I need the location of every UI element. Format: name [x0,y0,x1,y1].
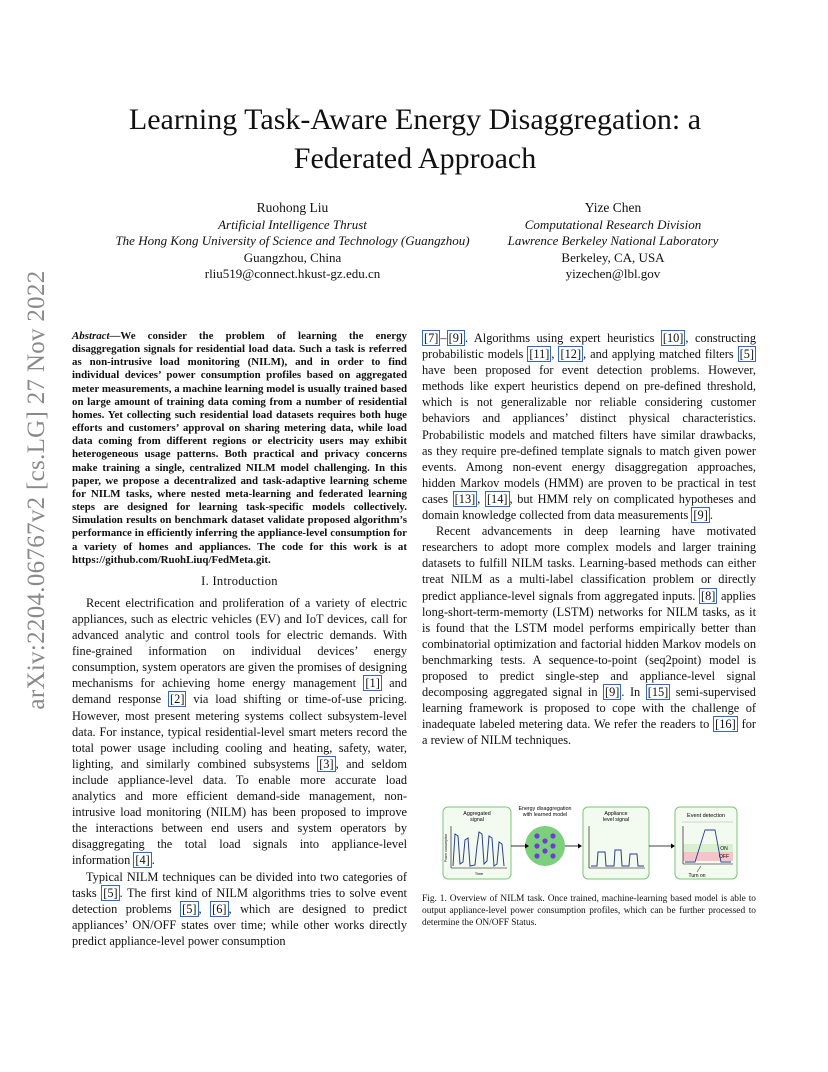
abstract [72,330,407,567]
paragraph-text: , [198,901,211,916]
citation-link[interactable]: [12] [560,347,582,362]
panel-label: Aggregated [463,811,491,817]
arrow-head [671,844,675,849]
panel-label: Energy disaggregation [518,806,572,812]
abstract-text: —We consider the problem of learning the energy disaggregation signals for residential load data. Such a task is referred as non-intrusive load monitoring (NILM), and in order to find individual devices’ power consumption profiles based on aggregated meter measurements, a machine learning model is usually trained based on large amount of training data coming from a number of residential homes. Yet collecting such residential load datasets requires both huge efforts and customers’ approval on sharing metering data, while load data coming from different regions or electricity users may exhibit heterogeneous usage patterns. Both practical and privacy concerns make training a single, centralized NILM model challenging. In this paper, we propose a decentralized and task-adaptive learning scheme for NILM tasks, where nested meta-learning and federated learning steps are designed for learning task-specific models collectively. Simulation results on benchmark dataset validate proposed algorithm’s performance in efficiently inferring the appliance-level consumption for a variety of homes and appliances. The code for this work is at https://github.com/RuohLiuq/FedMeta.git. [72,330,407,566]
author-name: Ruohong Liu [256,200,329,215]
citation-link[interactable]: [14] [486,491,508,506]
panel-label: Event detection [687,813,725,819]
section-heading-introduction: I. Introduction [201,573,278,588]
citation-link[interactable]: [4] [135,853,150,868]
off-label: OFF [719,854,729,860]
left-column [72,330,407,949]
paragraph-text: , but HMM rely on complicated hypotheses and domain knowledge collected from data measurements [422,491,757,523]
citation-link[interactable]: [10] [662,331,684,345]
citation-link[interactable]: [9] [693,508,708,523]
paragraph-text: , which are designed to predict appliances’ ON/OFF states over time; while other works directly predict appliance-level power consumption [72,901,407,948]
author-block-2 [488,200,738,283]
network-node [534,853,539,858]
paragraph [72,595,407,869]
paragraph-text: , [551,347,559,362]
citation-link[interactable]: [11] [529,347,550,362]
citation-link[interactable]: [15] [647,685,669,700]
author-location: Guangzhou, China [243,249,342,265]
paragraph-text: for a review of NILM techniques. [422,717,756,748]
paragraph-text: semi-supervised learning framework is proposed to cope with the challenge of inadequate labeled metering data. We refer the readers to [422,685,756,732]
paragraph-text: . In [621,685,646,700]
model-circle [525,826,565,866]
citation-link[interactable]: [3] [319,756,334,771]
paragraph-text: , [477,491,485,506]
citation-link[interactable]: [8] [701,588,716,603]
abstract-label: Abstract [72,330,110,342]
figure-caption: Fig. 1. Overview of NILM task. Once trained, machine-learning based model is able to output appliance-level power consumption profiles, which can be further processed to determine the ON/OFF Status. [422,894,756,928]
author-institution: Lawrence Berkeley National Laboratory [507,233,719,248]
citation-link[interactable]: [6] [212,901,227,916]
panel-label: level signal [602,817,630,823]
network-node [550,843,555,848]
panel-label: with learned model [522,812,568,818]
network-node [550,833,555,838]
arxiv-identifier: arXiv:2204.06767v2 [cs.LG] 27 Nov 2022 [23,270,50,710]
author-institution: The Hong Kong University of Science and Technology (Guangzhou) [115,233,470,248]
paragraph-text: . Algorithms using expert heuristics [464,331,661,345]
author-affiliation: Artificial Intelligence Thrust [218,216,367,232]
paragraph [422,523,756,748]
citation-link[interactable]: [7] [424,331,439,345]
citation-link[interactable]: [5] [103,885,118,900]
citation-link[interactable]: [1] [365,676,380,691]
network-node [534,833,539,838]
author-affiliation: Computational Research Division [524,216,702,232]
on-label: ON [720,846,728,852]
paragraph-text: Recent electrification and proliferation of a variety of electric appliances, such as electric vehicles (EV) and IoT devices, call for advanced analytic and control tools for electric demands. With fine-grained information on individual devices’ energy consumption, system operators are given the promises of designing mechanisms for achieving home energy management [72,595,407,691]
paragraph-text: via load shifting or time-of-use pricing. However, most present metering systems collect subsystem-level data. For instance, typical residential-level smart meters record the total power usage including cooling and heating, safety, water, lighting, and similarly combined subsystems [72,692,408,771]
citation-link[interactable]: [9] [448,331,463,345]
axis-label: Time [474,872,484,876]
network-node [542,838,547,843]
paragraph [422,330,756,523]
panel-label: Appliance [604,811,628,817]
paragraph-text: – [440,331,447,345]
paper-title: Learning Task-Aware Energy Disaggregation: a Federated Approach [128,103,702,175]
panel-label: signal [470,817,484,823]
paragraph [72,869,407,949]
paragraph-text: , and applying matched filters [583,347,738,362]
author-name: Yize Chen [584,200,642,215]
paragraph-text: Recent advancements in deep learning have motivated researchers to adopt more complex models and larger training datasets to fulfill NILM tasks. Learning-based methods can either treat NILM as a multi-label classification problem or directly predict appliance-level signals from aggregated inputs. [422,524,756,603]
paragraph-text: have been proposed for event detection problems. However, methods like expert heuristics depend on pre-defined threshold, which is not generalizable nor reliable considering customer behaviors and appliances’ distinct physical characteristics. Probabilistic models and matched filters have similar drawbacks, as they require pre-defined template signals to match given power events. Among non-event energy disaggregation approaches, hidden Markov models (HMM) are proven to be practical in test cases [422,363,756,506]
right-column [422,330,756,748]
figure-nilm-overview [439,806,739,881]
axis-label: Power consumption [444,834,448,862]
network-node [542,848,547,853]
author-email: rliu519@connect.hkust-gz.edu.cn [204,266,381,281]
author-email: yizechen@lbl.gov [565,266,661,281]
paragraph-text: , constructing probabilistic models [422,331,756,362]
arrow-head [578,844,582,849]
paragraph-text: . The first kind of NILM algorithms tries to solve event detection problems [72,885,407,916]
citation-link[interactable]: [5] [739,347,755,362]
author-location: Berkeley, CA, USA [561,249,665,265]
citation-link[interactable]: [2] [170,692,185,707]
paragraph-text: and demand response [72,676,407,707]
paragraph-text: applies long-short-term-memorty (LSTM) networks for NILM tasks, as it is found that the LSTM model performs empirically better than combinatorial optimization and factorial hidden Markov models on benchmarking tests. A sequence-to-point (seq2point) model is proposed to predict single-step and appliance-level signal decomposing aggregated signal in [422,588,756,700]
network-node [550,853,555,858]
paragraph-text: . [151,853,155,868]
paragraph-text: Typical NILM techniques can be divided into two categories of tasks [72,869,407,900]
paragraph-text: , and seldom include appliance-level data. To enable more accurate load analytics and more efficient demand-side management, non-intrusive load monitoring (NILM) has been proposed to improve the interactions between end users and system operators by disaggregating the total load signals into appliance-level information [72,756,407,868]
citation-link[interactable]: [5] [182,901,197,916]
paragraph-text: . [709,508,713,523]
citation-link[interactable]: [13] [454,491,476,506]
author-block-1 [90,200,495,283]
citation-link[interactable]: [16] [715,717,736,732]
turn-on-label: Turn on [688,873,706,879]
network-node [534,843,539,848]
citation-link[interactable]: [9] [604,685,620,700]
